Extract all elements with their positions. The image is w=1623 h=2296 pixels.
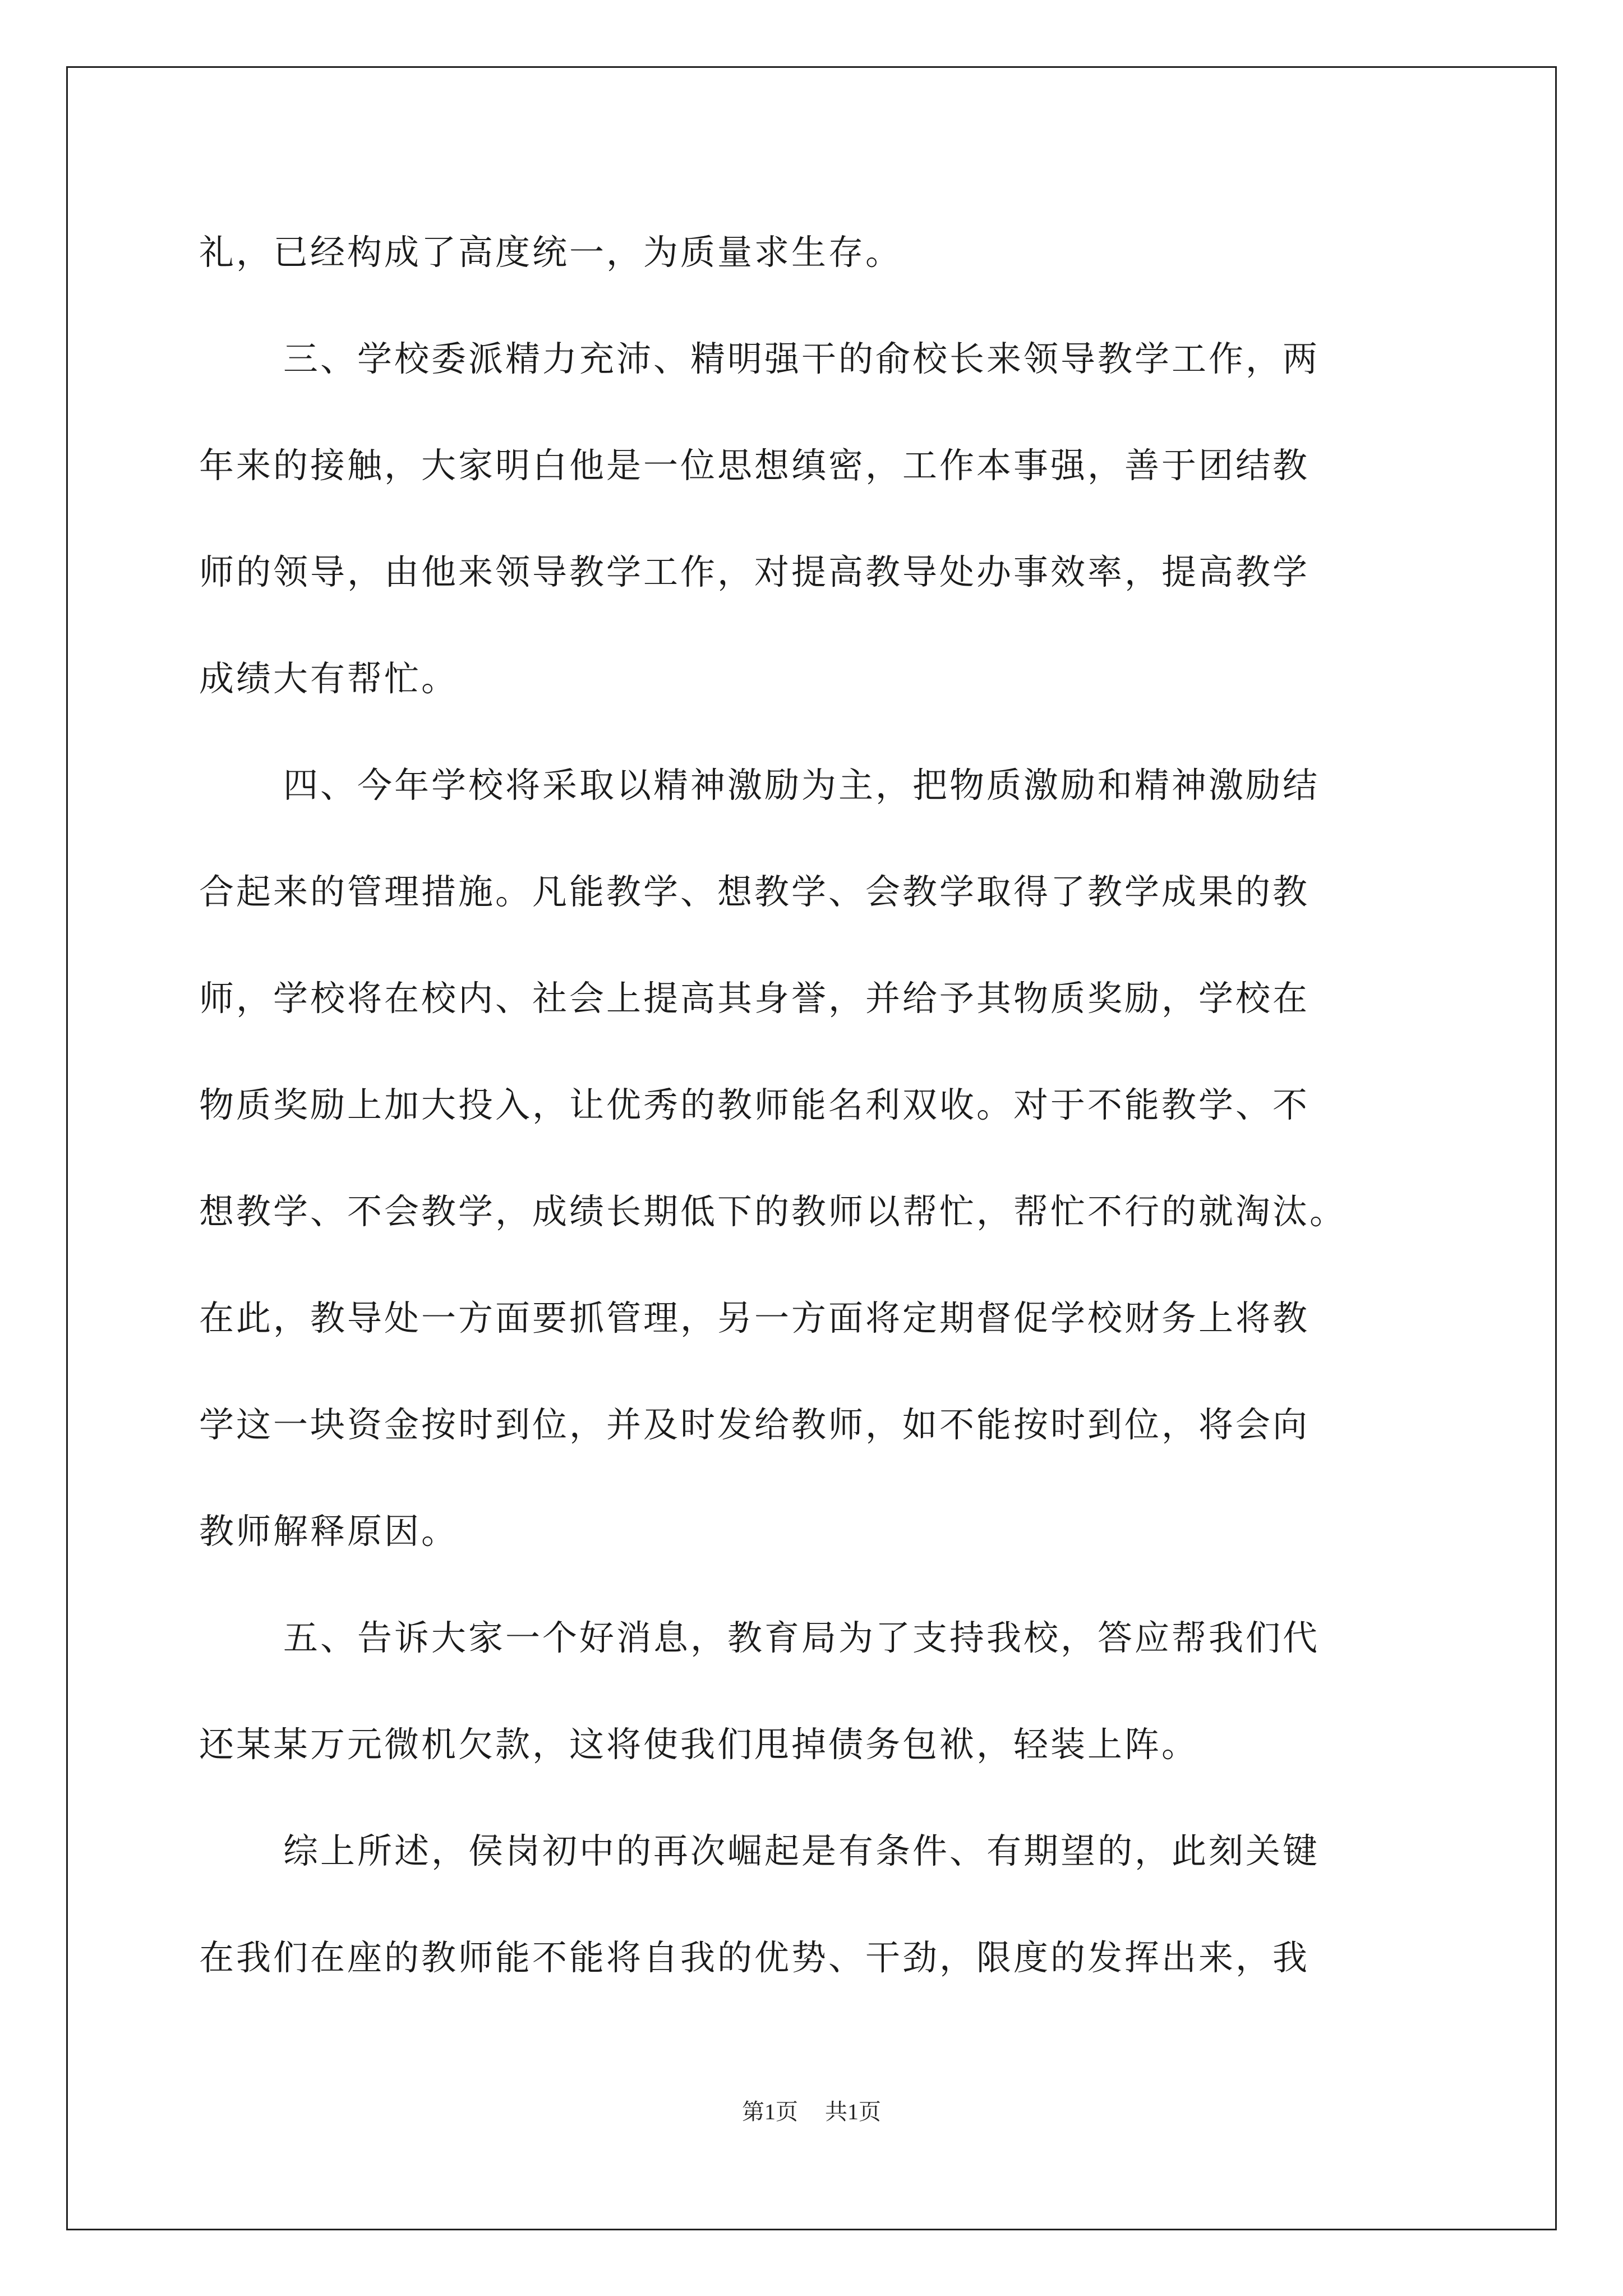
text-line-8: 师，学校将在校内、社会上提高其身誉，并给予其物质奖励，学校在 [199,978,1310,1019]
text-line-15: 还某某万元微机欠款，这将使我们甩掉债务包袱，轻装上阵。 [199,1724,1199,1765]
text-line-2: 三、学校委派精力充沛、精明强干的俞校长来领导教学工作，两 [283,338,1320,379]
text-line-7: 合起来的管理措施。凡能教学、想教学、会教学取得了教学成果的教 [199,871,1310,912]
text-line-5: 成绩大有帮忙。 [199,658,459,699]
text-line-9: 物质奖励上加大投入，让优秀的教师能名利双收。对于不能教学、不 [199,1084,1310,1125]
page-number-current: 第1页 [742,2099,798,2124]
text-line-11: 在此，教导处一方面要抓管理，另一方面将定期督促学校财务上将教 [199,1297,1310,1338]
text-line-16: 综上所述，侯岗初中的再次崛起是有条件、有期望的，此刻关键 [283,1830,1320,1871]
page-number-total: 共1页 [825,2099,881,2124]
text-line-13: 教师解释原因。 [199,1511,459,1552]
text-line-14: 五、告诉大家一个好消息，教育局为了支持我校，答应帮我们代 [283,1617,1320,1658]
page-footer [0,2098,1623,2126]
page-border [66,66,1557,2230]
text-line-10: 想教学、不会教学，成绩长期低下的教师以帮忙，帮忙不行的就淘汰。 [199,1191,1347,1232]
text-line-6: 四、今年学校将采取以精神激励为主，把物质激励和精神激励结 [283,765,1320,806]
text-line-1: 礼，已经构成了高度统一，为质量求生存。 [199,232,903,273]
text-line-4: 师的领导，由他来领导教学工作，对提高教导处办事效率，提高教学 [199,551,1310,592]
text-line-12: 学这一块资金按时到位，并及时发给教师，如不能按时到位，将会向 [199,1404,1310,1445]
text-line-17: 在我们在座的教师能不能将自我的优势、干劲，限度的发挥出来，我 [199,1937,1310,1978]
text-line-3: 年来的接触，大家明白他是一位思想缜密，工作本事强，善于团结教 [199,445,1310,486]
